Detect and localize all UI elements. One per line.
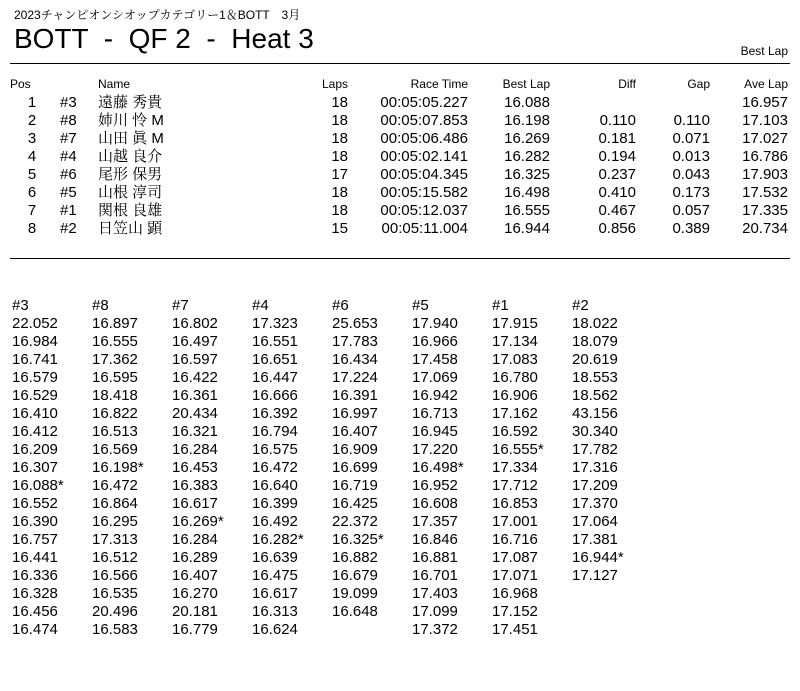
lap-time-cell: 16.412	[12, 423, 58, 440]
driver-name-cell: 山越 良介	[98, 148, 163, 165]
pos-cell: 8	[27, 220, 37, 237]
lap-time-cell: 18.562	[572, 387, 618, 404]
lap-time-cell: 17.071	[492, 567, 538, 584]
lap-time-cell: 16.944*	[572, 549, 624, 566]
gap-cell: 0.013	[672, 148, 710, 165]
lap-column-header: #4	[252, 297, 269, 314]
col-pos-header: Pos	[10, 77, 31, 91]
lap-time-cell: 17.783	[332, 333, 378, 350]
lap-time-cell: 17.403	[412, 585, 458, 602]
lap-time-cell: 16.639	[252, 549, 298, 566]
lap-time-cell: 16.864	[92, 495, 138, 512]
lap-time-cell: 16.984	[12, 333, 58, 350]
race-time-cell: 00:05:04.345	[380, 166, 468, 183]
lap-time-cell: 16.624	[252, 621, 298, 638]
driver-name-cell: 山田 眞 M	[98, 130, 164, 147]
lap-time-cell: 16.529	[12, 387, 58, 404]
event-subtitle: 2023チャンピオンシオップカテゴリー1＆BOTT 3月	[14, 8, 301, 22]
laps-cell: 17	[331, 166, 348, 183]
page-title: BOTT - QF 2 - Heat 3	[14, 23, 314, 54]
driver-name-cell: 日笠山 顕	[98, 220, 163, 237]
race-time-cell: 00:05:06.486	[380, 130, 468, 147]
result-row	[0, 220, 800, 238]
lap-time-cell: 17.087	[492, 549, 538, 566]
lap-time-cell: 16.361	[172, 387, 218, 404]
lap-time-cell: 17.712	[492, 477, 538, 494]
lap-time-cell: 16.640	[252, 477, 298, 494]
driver-name-cell: 尾形 保男	[98, 166, 163, 183]
lap-time-cell: 17.224	[332, 369, 378, 386]
driver-name-cell: 関根 良雄	[98, 202, 163, 219]
lap-column	[412, 297, 492, 639]
kart-number-cell: #1	[60, 202, 77, 219]
lap-time-cell: 16.497	[172, 333, 218, 350]
lap-time-cell: 16.513	[92, 423, 138, 440]
lap-column	[492, 297, 572, 639]
lap-column	[172, 297, 252, 639]
lap-time-cell: 17.323	[252, 315, 298, 332]
result-row	[0, 202, 800, 220]
lap-time-cell: 16.881	[412, 549, 458, 566]
lap-time-cell: 16.757	[12, 531, 58, 548]
diff-cell: 0.410	[598, 184, 636, 201]
lap-time-cell: 16.966	[412, 333, 458, 350]
lap-time-cell: 16.802	[172, 315, 218, 332]
lap-time-cell: 16.741	[12, 351, 58, 368]
lap-time-cell: 16.648	[332, 603, 378, 620]
col-best-lap-header: Best Lap	[502, 77, 550, 91]
lap-time-cell: 16.399	[252, 495, 298, 512]
ave-lap-cell: 17.532	[742, 184, 788, 201]
result-row	[0, 148, 800, 166]
lap-time-cell: 16.968	[492, 585, 538, 602]
results-table	[0, 76, 800, 238]
lap-column	[92, 297, 172, 639]
lap-time-cell: 17.362	[92, 351, 138, 368]
lap-time-cell: 17.334	[492, 459, 538, 476]
lap-time-cell: 16.390	[12, 513, 58, 530]
result-row	[0, 166, 800, 184]
laps-cell: 18	[331, 148, 348, 165]
lap-times-grid	[12, 297, 652, 639]
lap-column-header: #8	[92, 297, 109, 314]
lap-time-cell: 16.897	[92, 315, 138, 332]
lap-time-cell: 20.181	[172, 603, 218, 620]
lap-time-cell: 30.340	[572, 423, 618, 440]
lap-time-cell: 16.270	[172, 585, 218, 602]
lap-time-cell: 16.512	[92, 549, 138, 566]
top-divider	[10, 63, 790, 64]
lap-time-cell: 16.472	[252, 459, 298, 476]
lap-time-cell: 16.392	[252, 405, 298, 422]
pos-cell: 3	[27, 130, 37, 147]
pos-cell: 7	[27, 202, 37, 219]
lap-time-cell: 17.001	[492, 513, 538, 530]
best-lap-label: Best Lap	[740, 44, 788, 58]
lap-time-cell: 17.152	[492, 603, 538, 620]
lap-column	[332, 297, 412, 639]
kart-number-cell: #7	[60, 130, 77, 147]
diff-cell: 0.237	[598, 166, 636, 183]
result-row	[0, 130, 800, 148]
ave-lap-cell: 20.734	[742, 220, 788, 237]
lap-time-cell: 16.425	[332, 495, 378, 512]
lap-time-cell: 17.069	[412, 369, 458, 386]
col-name-header: Name	[98, 77, 131, 91]
pos-cell: 4	[27, 148, 37, 165]
lap-time-cell: 16.551	[252, 333, 298, 350]
lap-time-cell: 16.882	[332, 549, 378, 566]
ave-lap-cell: 16.786	[742, 148, 788, 165]
lap-time-cell: 16.284	[172, 441, 218, 458]
race-time-cell: 00:05:15.582	[380, 184, 468, 201]
lap-time-cell: 16.666	[252, 387, 298, 404]
diff-cell: 0.181	[598, 130, 636, 147]
best-lap-cell: 16.325	[504, 166, 550, 183]
lap-time-cell: 16.699	[332, 459, 378, 476]
lap-time-cell: 17.782	[572, 441, 618, 458]
col-laps-header: Laps	[321, 77, 348, 91]
lap-time-cell: 16.853	[492, 495, 538, 512]
lap-time-cell: 16.617	[252, 585, 298, 602]
lap-time-cell: 20.496	[92, 603, 138, 620]
ave-lap-cell: 16.957	[742, 94, 788, 111]
lap-time-cell: 17.313	[92, 531, 138, 548]
gap-cell: 0.043	[672, 166, 710, 183]
result-row	[0, 94, 800, 112]
laps-cell: 18	[331, 202, 348, 219]
lap-time-cell: 17.134	[492, 333, 538, 350]
lap-time-cell: 16.997	[332, 405, 378, 422]
lap-time-cell: 16.434	[332, 351, 378, 368]
lap-time-cell: 16.321	[172, 423, 218, 440]
lap-time-cell: 16.597	[172, 351, 218, 368]
result-row	[0, 184, 800, 202]
lap-time-cell: 16.472	[92, 477, 138, 494]
laps-cell: 15	[331, 220, 348, 237]
diff-cell: 0.856	[598, 220, 636, 237]
lap-time-cell: 16.407	[172, 567, 218, 584]
lap-time-cell: 16.453	[172, 459, 218, 476]
race-time-cell: 00:05:02.141	[380, 148, 468, 165]
pos-cell: 6	[27, 184, 37, 201]
lap-time-cell: 16.719	[332, 477, 378, 494]
lap-time-cell: 16.780	[492, 369, 538, 386]
lap-time-cell: 16.794	[252, 423, 298, 440]
lap-column-header: #1	[492, 297, 509, 314]
col-ave-lap-header: Ave Lap	[744, 77, 788, 91]
lap-time-cell: 16.592	[492, 423, 538, 440]
best-lap-cell: 16.944	[504, 220, 550, 237]
diff-cell: 0.110	[599, 112, 636, 129]
lap-column-header: #7	[172, 297, 189, 314]
driver-name-cell: 山根 淳司	[98, 184, 163, 201]
kart-number-cell: #3	[60, 94, 77, 111]
lap-column-header: #3	[12, 297, 29, 314]
lap-column	[572, 297, 652, 639]
best-lap-cell: 16.282	[504, 148, 550, 165]
laps-cell: 18	[331, 94, 348, 111]
lap-time-cell: 16.422	[172, 369, 218, 386]
lap-time-cell: 16.209	[12, 441, 58, 458]
lap-time-cell: 16.846	[412, 531, 458, 548]
lap-column-header: #5	[412, 297, 429, 314]
lap-time-cell: 17.316	[572, 459, 618, 476]
pos-cell: 1	[27, 94, 37, 111]
lap-time-cell: 16.569	[92, 441, 138, 458]
race-time-cell: 00:05:05.227	[380, 94, 468, 111]
lap-time-cell: 16.617	[172, 495, 218, 512]
laps-cell: 18	[331, 112, 348, 129]
lap-time-cell: 16.284	[172, 531, 218, 548]
lap-time-cell: 16.447	[252, 369, 298, 386]
lap-time-cell: 16.713	[412, 405, 458, 422]
kart-number-cell: #4	[60, 148, 77, 165]
lap-time-cell: 16.555	[92, 333, 138, 350]
lap-time-cell: 16.295	[92, 513, 138, 530]
lap-time-cell: 16.942	[412, 387, 458, 404]
ave-lap-cell: 17.103	[742, 112, 788, 129]
lap-time-cell: 17.064	[572, 513, 618, 530]
ave-lap-cell: 17.903	[742, 166, 788, 183]
lap-time-cell: 17.162	[492, 405, 538, 422]
lap-time-cell: 18.022	[572, 315, 618, 332]
results-header-row	[0, 76, 800, 92]
best-lap-cell: 16.198	[504, 112, 550, 129]
lap-column-header: #6	[332, 297, 349, 314]
lap-time-cell: 16.583	[92, 621, 138, 638]
lap-time-cell: 16.391	[332, 387, 378, 404]
kart-number-cell: #8	[60, 112, 77, 129]
lap-time-cell: 16.651	[252, 351, 298, 368]
gap-cell: 0.057	[672, 202, 710, 219]
lap-time-cell: 20.434	[172, 405, 218, 422]
diff-cell: 0.467	[598, 202, 636, 219]
lap-time-cell: 25.653	[332, 315, 378, 332]
lap-time-cell: 16.269*	[172, 513, 224, 530]
laps-cell: 18	[331, 184, 348, 201]
lap-time-cell: 16.575	[252, 441, 298, 458]
lap-time-cell: 22.052	[12, 315, 58, 332]
race-time-cell: 00:05:11.004	[381, 220, 468, 237]
lap-time-cell: 19.099	[332, 585, 378, 602]
lap-time-cell: 16.716	[492, 531, 538, 548]
lap-time-cell: 16.566	[92, 567, 138, 584]
lap-time-cell: 20.619	[572, 351, 618, 368]
driver-name-cell: 姉川 怜 M	[98, 112, 164, 129]
lap-time-cell: 16.492	[252, 513, 298, 530]
lap-time-cell: 17.940	[412, 315, 458, 332]
lap-time-cell: 17.209	[572, 477, 618, 494]
diff-cell: 0.194	[598, 148, 636, 165]
lap-time-cell: 16.325*	[332, 531, 384, 548]
bottom-divider	[10, 258, 790, 259]
lap-time-cell: 16.679	[332, 567, 378, 584]
lap-time-cell: 18.418	[92, 387, 138, 404]
lap-time-cell: 16.282*	[252, 531, 304, 548]
lap-time-cell: 16.535	[92, 585, 138, 602]
gap-cell: 0.071	[672, 130, 710, 147]
col-gap-header: Gap	[687, 77, 710, 91]
lap-time-cell: 17.381	[572, 531, 618, 548]
lap-time-cell: 17.220	[412, 441, 458, 458]
lap-column	[252, 297, 332, 639]
race-time-cell: 00:05:07.853	[380, 112, 468, 129]
race-time-cell: 00:05:12.037	[380, 202, 468, 219]
lap-time-cell: 17.458	[412, 351, 458, 368]
lap-time-cell: 17.915	[492, 315, 538, 332]
lap-time-cell: 16.909	[332, 441, 378, 458]
best-lap-cell: 16.555	[504, 202, 550, 219]
lap-time-cell: 16.779	[172, 621, 218, 638]
lap-time-cell: 17.357	[412, 513, 458, 530]
results-body	[0, 94, 800, 238]
col-race-time-header: Race Time	[410, 77, 468, 91]
gap-cell: 0.173	[672, 184, 710, 201]
lap-time-cell: 16.475	[252, 567, 298, 584]
lap-time-cell: 16.441	[12, 549, 58, 566]
lap-time-cell: 16.498*	[412, 459, 464, 476]
kart-number-cell: #6	[60, 166, 77, 183]
lap-time-cell: 16.410	[12, 405, 58, 422]
lap-time-cell: 18.079	[572, 333, 618, 350]
driver-name-cell: 遠藤 秀貴	[98, 94, 163, 111]
best-lap-cell: 16.088	[504, 94, 550, 111]
pos-cell: 2	[27, 112, 37, 129]
ave-lap-cell: 17.027	[742, 130, 788, 147]
lap-time-cell: 16.328	[12, 585, 58, 602]
lap-time-cell: 16.474	[12, 621, 58, 638]
lap-column	[12, 297, 92, 639]
kart-number-cell: #2	[60, 220, 77, 237]
lap-time-cell: 16.822	[92, 405, 138, 422]
lap-time-cell: 16.579	[12, 369, 58, 386]
lap-time-cell: 16.595	[92, 369, 138, 386]
best-lap-cell: 16.498	[504, 184, 550, 201]
lap-time-cell: 16.701	[412, 567, 458, 584]
lap-time-cell: 16.289	[172, 549, 218, 566]
lap-time-cell: 16.945	[412, 423, 458, 440]
lap-time-cell: 16.088*	[12, 477, 64, 494]
col-diff-header: Diff	[618, 77, 636, 91]
lap-time-cell: 16.952	[412, 477, 458, 494]
lap-time-cell: 17.451	[492, 621, 538, 638]
best-lap-cell: 16.269	[504, 130, 550, 147]
lap-time-cell: 18.553	[572, 369, 618, 386]
lap-time-cell: 17.083	[492, 351, 538, 368]
gap-cell: 0.389	[672, 220, 710, 237]
lap-time-cell: 16.383	[172, 477, 218, 494]
lap-time-cell: 16.336	[12, 567, 58, 584]
lap-time-cell: 16.456	[12, 603, 58, 620]
result-row	[0, 112, 800, 130]
lap-time-cell: 17.099	[412, 603, 458, 620]
lap-time-cell: 16.313	[252, 603, 298, 620]
kart-number-cell: #5	[60, 184, 77, 201]
lap-time-cell: 16.555*	[492, 441, 544, 458]
lap-time-cell: 16.307	[12, 459, 58, 476]
lap-time-cell: 17.372	[412, 621, 458, 638]
lap-time-cell: 16.608	[412, 495, 458, 512]
lap-time-cell: 16.407	[332, 423, 378, 440]
laps-cell: 18	[331, 130, 348, 147]
lap-time-cell: 16.906	[492, 387, 538, 404]
lap-time-cell: 16.552	[12, 495, 58, 512]
lap-time-cell: 22.372	[332, 513, 378, 530]
ave-lap-cell: 17.335	[742, 202, 788, 219]
gap-cell: 0.110	[673, 112, 710, 129]
lap-column-header: #2	[572, 297, 589, 314]
lap-time-cell: 16.198*	[92, 459, 144, 476]
lap-time-cell: 17.370	[572, 495, 618, 512]
lap-time-cell: 43.156	[572, 405, 618, 422]
pos-cell: 5	[27, 166, 37, 183]
lap-time-cell: 17.127	[572, 567, 618, 584]
